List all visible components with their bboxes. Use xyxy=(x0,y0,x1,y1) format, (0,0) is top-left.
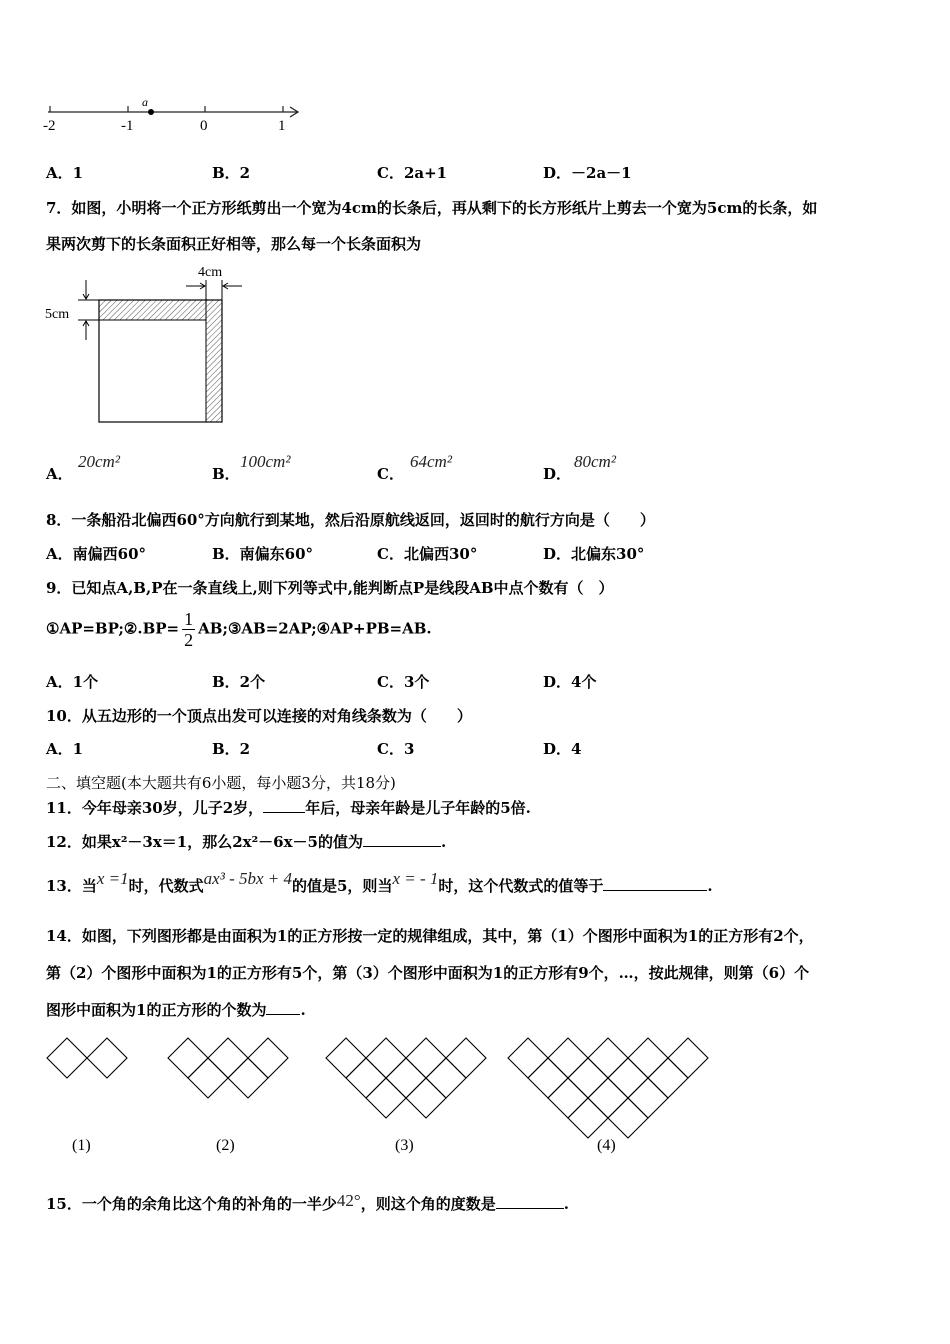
point-a-label: a xyxy=(142,95,148,109)
q14-pattern-figures xyxy=(40,1028,720,1163)
q13-blank xyxy=(603,876,707,891)
tick-label: -1 xyxy=(121,118,134,134)
q15-text-after: . xyxy=(563,1195,569,1213)
q10-option-a: A．1 xyxy=(46,740,84,758)
q13-text xyxy=(46,869,713,896)
q7-text-line2: 果两次剪下的长条面积正好相等，那么每一个长条面积为 xyxy=(46,235,422,253)
q14-line3-before: 图形中面积为1的正方形的个数为 xyxy=(46,1001,267,1019)
q14-fig-label-4: (4) xyxy=(597,1137,616,1154)
q11-text xyxy=(46,797,531,818)
q10-option-b: B．2 xyxy=(212,740,251,758)
q13-math2: ax³ - 5bx + 4 xyxy=(203,869,292,888)
q8-text: 8．一条船沿北偏西60°方向航行到某地，然后沿原航线返回，返回时的航行方向是（ ） xyxy=(46,511,655,529)
q9-frac-den: 2 xyxy=(184,630,194,650)
q7-square-figure xyxy=(40,258,260,430)
q6-option-b: B．2 xyxy=(212,164,251,182)
q14-fig-label-3: (3) xyxy=(395,1137,414,1154)
q14-fig-label-1: (1) xyxy=(72,1137,91,1154)
q6-option-c: C．2a+1 xyxy=(377,164,448,182)
q9-option-b: B．2个 xyxy=(212,673,266,691)
q11-text-after: 年后，母亲年龄是儿子年龄的5倍. xyxy=(305,799,531,817)
q7-option-d-letter: D． xyxy=(543,465,572,483)
q14-fig-label-2: (2) xyxy=(216,1137,235,1154)
q11-text-before: 11．今年母亲30岁，儿子2岁， xyxy=(46,799,264,817)
q12-blank xyxy=(363,832,441,847)
q9-fraction xyxy=(182,609,195,650)
q8-option-b: B．南偏东60° xyxy=(212,545,314,563)
q9-cond-part2: AB;③AB=2AP;④AP+PB=AB. xyxy=(198,619,432,638)
number-line-figure xyxy=(40,92,310,136)
q10-option-c: C．3 xyxy=(377,740,415,758)
q13-part3: 的值是5，则当 xyxy=(292,877,393,895)
tick-label: 0 xyxy=(200,118,208,134)
q7-option-b-letter: B． xyxy=(212,465,240,483)
q15-text xyxy=(46,1193,569,1214)
q14-figure-2 xyxy=(168,1038,288,1098)
q14-figure-1 xyxy=(47,1038,127,1078)
q8-option-d: D．北偏东30° xyxy=(543,545,645,563)
q7-option-d-value: 80cm² xyxy=(574,452,616,471)
q7-option-b-value: 100cm² xyxy=(240,452,291,471)
q12-text-after: . xyxy=(440,833,447,851)
q9-conditions xyxy=(46,609,432,650)
q9-option-a: A．1个 xyxy=(46,673,99,691)
q14-blank xyxy=(266,1000,300,1015)
q7-option-a-value: 20cm² xyxy=(78,452,120,471)
q14-line3-after: . xyxy=(300,1001,306,1019)
q13-math3: x = - 1 xyxy=(392,869,439,888)
q9-text: 9．已知点A,B,P在一条直线上,则下列等式中,能判断点P是线段AB中点个数有（ ） xyxy=(46,579,614,597)
tick-label: 1 xyxy=(278,118,286,134)
q7-text-line1: 7．如图，小明将一个正方形纸剪出一个宽为4cm的长条后，再从剩下的长方形纸片上剪去一个宽为5cm的长条，如 xyxy=(46,199,818,217)
q6-option-a: A．1 xyxy=(46,164,84,182)
q14-figure-3 xyxy=(326,1038,486,1118)
q10-text: 10．从五边形的一个顶点出发可以连接的对角线条数为（ ） xyxy=(46,707,472,725)
q9-frac-num: 1 xyxy=(184,609,194,629)
q13-part1: 13．当 xyxy=(46,877,97,895)
q9-option-c: C．3个 xyxy=(377,673,430,691)
q8-option-a: A．南偏西60° xyxy=(46,545,147,563)
q14-line1: 14．如图，下列图形都是由面积为1的正方形按一定的规律组成，其中，第（1）个图形中面积为1的正方形有2个， xyxy=(46,927,814,945)
q13-part4: 时，这个代数式的值等于 xyxy=(438,877,604,895)
section2-title: 二、填空题(本大题共有6小题，每小题3分，共18分) xyxy=(46,774,396,792)
q9-cond-part1: ①AP=BP;②.BP= xyxy=(46,619,180,638)
q11-blank xyxy=(263,798,305,813)
q15-text-before: 15．一个角的余角比这个角的补角的一半少 xyxy=(46,1195,337,1213)
q13-part5: . xyxy=(707,877,713,895)
q7-label-5cm: 5cm xyxy=(45,307,70,322)
q6-option-d: D．－2a－1 xyxy=(543,164,632,182)
q13-math1: x =1 xyxy=(96,869,129,888)
q9-option-d: D．4个 xyxy=(543,673,597,691)
q12-text xyxy=(46,831,446,852)
q7-option-c-letter: C． xyxy=(377,465,404,483)
q10-option-d: D．4 xyxy=(543,740,582,758)
q14-line3 xyxy=(46,999,306,1020)
q7-option-c-value: 64cm² xyxy=(410,452,452,471)
q15-blank xyxy=(496,1194,564,1209)
tick-label: -2 xyxy=(43,118,56,134)
q7-option-a-letter: A． xyxy=(46,465,73,483)
q8-option-c: C．北偏西30° xyxy=(377,545,478,563)
q14-line2: 第（2）个图形中面积为1的正方形有5个，第（3）个图形中面积为1的正方形有9个，…，按此规律，则第（6）个 xyxy=(46,964,810,982)
q13-part2: 时，代数式 xyxy=(128,877,204,895)
q15-text-middle: ，则这个角的度数是 xyxy=(360,1195,496,1213)
q14-figure-4 xyxy=(508,1038,708,1138)
q15-angle: 42° xyxy=(336,1191,361,1210)
q7-label-4cm: 4cm xyxy=(198,265,223,280)
q12-text-before: 12．如果x²－3x＝1，那么2x²－6x－5的值为 xyxy=(46,833,363,851)
point-a xyxy=(148,109,154,115)
